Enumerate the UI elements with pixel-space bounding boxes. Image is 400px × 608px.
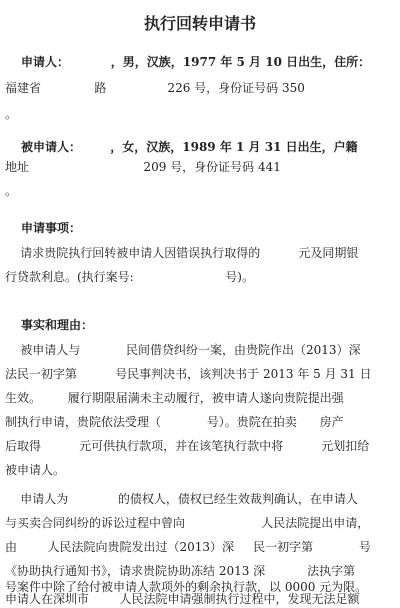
applicant-line-1: 申请人： ，男，汉族，1977 年 5 月 10 日出生，住所： (21, 55, 371, 69)
facts-line-12: 申请人在深圳市 人民法院申请强制执行过程中，发现无法足额 (5, 592, 360, 606)
matters-heading: 申请事项： (21, 221, 82, 235)
facts-line-6: 被申请人。 (5, 463, 66, 477)
facts-line-9: 由 人民法院向贵院发出过（2013）深 民一初字第 号 (5, 540, 371, 554)
facts-line-8: 与买卖合同纠纷的诉讼过程中曾向 人民法院提出申请， (5, 516, 370, 530)
facts-heading: 事实和理由： (21, 318, 94, 332)
facts-line-1: 被申请人与 民间借贷纠纷一案，由贵院作出（2013）深 (5, 343, 361, 357)
applicant-line-3: 。 (5, 107, 18, 121)
facts-line-7: 申请人为 的债权人，债权已经生效裁判确认，在申请人 (5, 492, 358, 506)
facts-line-5: 后取得 元可供执行款项，并在该笔执行款中将 元划扣给 (5, 439, 370, 453)
facts-line-11: 号案件中除了给付被申请人款项外的剩余执行款，以 0000 元为限。 (5, 580, 368, 594)
respondent-line-2: 地址 209 号，身份证号码 441 (5, 160, 281, 174)
respondent-line-3: 。 (5, 184, 18, 198)
facts-line-2: 法民一初字第 号民事判决书，该判决书于 2013 年 5 月 31 日 (5, 367, 372, 381)
applicant-line-2: 福建省 路 226 号，身份证号码 350 (5, 81, 305, 95)
matters-line-1: 请求贵院执行回转被申请人因错误执行取得的 元及同期银 (5, 246, 359, 260)
facts-line-4: 制执行申请，贵院依法受理（ 号）。贵院在拍卖 房产 (5, 415, 344, 429)
matters-line-2: 行贷款利息。(执行案号: 号)。 (5, 270, 254, 284)
facts-line-10: 《协助执行通知书》，请求贵院协助冻结 2013 深 法执字第 (5, 564, 356, 578)
respondent-line-1: 被申请人： ，女，汉族，1989 年 1 月 31 日出生，户籍 (21, 140, 358, 154)
document-title: 执行回转申请书 (143, 14, 256, 33)
facts-line-3: 生效。 履行期限届满未主动履行，被申请人遂向贵院提出强 (5, 391, 344, 405)
